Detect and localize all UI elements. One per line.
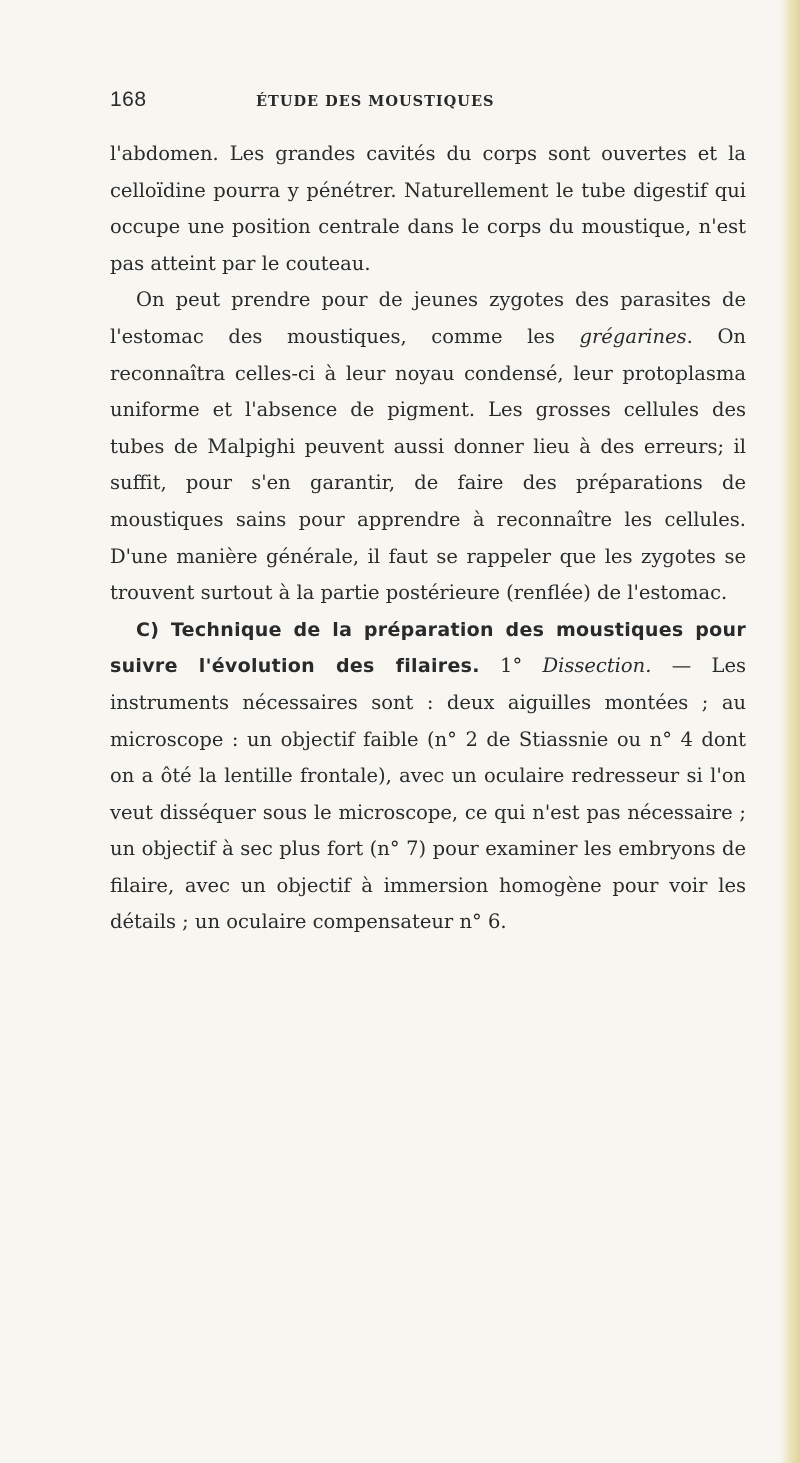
running-title: ÉTUDE DES MOUSTIQUES bbox=[256, 93, 495, 110]
paragraph-1 bbox=[110, 136, 746, 282]
subsection-title: Dissection. bbox=[542, 654, 652, 678]
page-edge bbox=[780, 0, 800, 1463]
gregarines-term: grégarines bbox=[579, 324, 687, 348]
paragraph-2-text-b: . On reconnaîtra celles-ci à leur noyau condensé, leur protoplasma uniforme et l'absence de pigment. Les grosses cellules des tubes de Malpighi peuvent aussi donner lieu à des erreurs; il suffit, pour s'en garantir, de faire des préparations de moustiques sains pour apprendre à reconnaître les cellules. D'une manière générale, il faut se rappeler que les zygotes se trouvent surtout à la partie postérieure (renflée) de l'estomac. bbox=[110, 324, 746, 605]
paragraph-3-text: — Les instruments nécessaires sont : deux aiguilles montées ; au microscope : un objectif faible (n° 2 de Stiassnie ou n° 4 dont on a ôté la lentille frontale), avec un oculaire redresseur si l'on veut disséquer sous le microscope, ce qui n'est pas nécessaire ; un objectif à sec plus fort (n° 7) pour examiner les embryons de filaire, avec un objectif à immersion homogène pour voir les détails ; un oculaire compensateur n° 6. bbox=[110, 654, 746, 934]
subsection-number: 1° bbox=[479, 654, 543, 678]
page-number: 168 bbox=[110, 88, 147, 111]
paragraph-2 bbox=[110, 282, 746, 611]
paragraph-2-text-a: On peut prendre pour de jeunes zygotes des parasites de l'estomac des moustiques, comme les bbox=[110, 288, 746, 348]
paragraph-3 bbox=[110, 612, 746, 941]
paragraph-1-text: l'abdomen. Les grandes cavités du corps sont ouvertes et la celloïdine pourra y pénétrer. Naturellement le tube digestif qui occupe une position centrale dans le corps du moustique, n'est pas atteint par le couteau. bbox=[110, 142, 746, 275]
running-head bbox=[110, 88, 746, 122]
book-page bbox=[110, 88, 746, 941]
section-heading: C) Technique de la préparation des moustiques pour suivre l'évolution des filaires. bbox=[110, 618, 746, 678]
